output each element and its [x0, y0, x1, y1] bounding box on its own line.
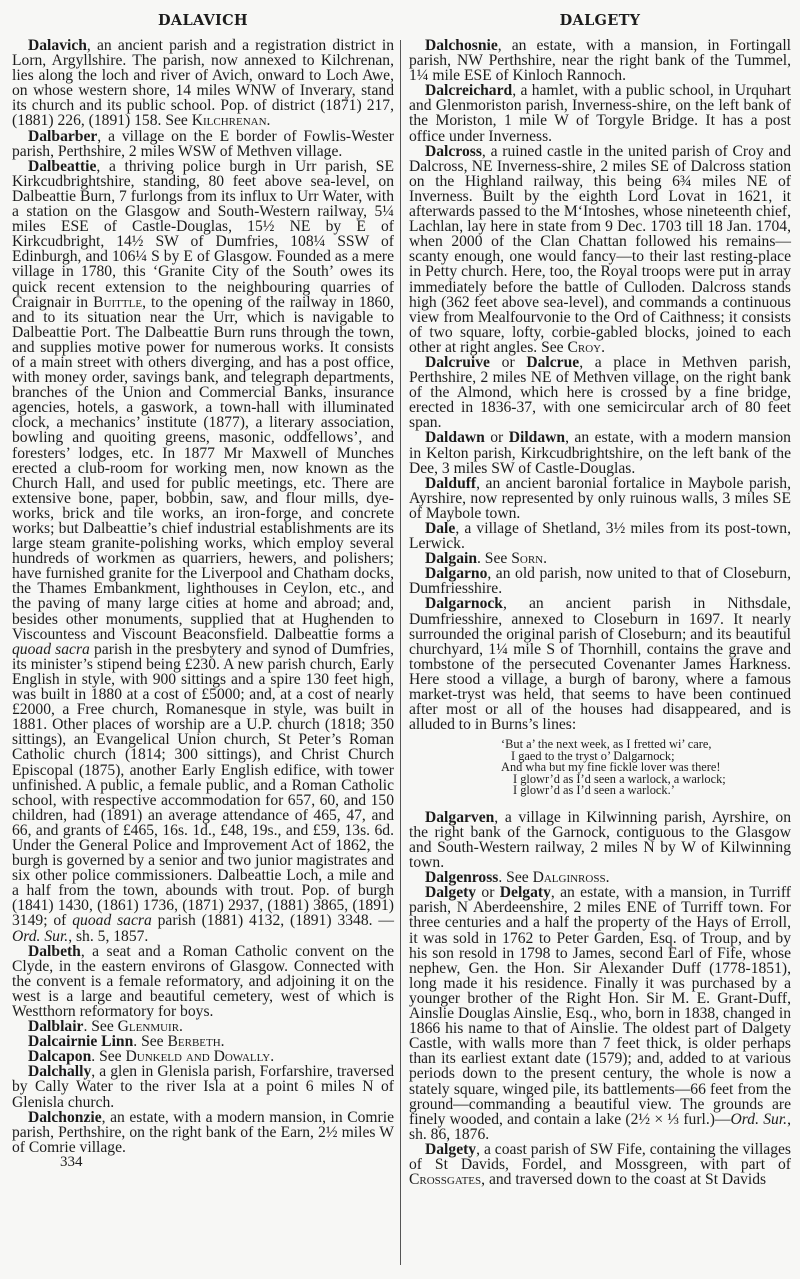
column-divider: [400, 40, 401, 1265]
cross-reference: Buittle: [93, 293, 143, 311]
entry-dalcross: Dalcross, a ruined castle in the united parish of Croy and Dalcross, NE Inverness-shire, 2 miles SE of Dalcross station on the Highland railway, this being 6¾ miles NE of Inverness. Built by the eighth Lord Lovat in 1621, it afterwards passed to the M‘Intoshes, whose nineteenth chief, Lachlan, lay here in state from 9 Dec. 1703 till 18 Jan. 1704, when 2000 of the Clan Chattan followed his remains—scanty enough, one would fancy—to their last resting-place in Petty church. Here, too, the Royal troops were put in array immediately before the battle of Culloden. Dalcross stands high (362 feet above sea-level), and commands a continuous view from Mealfourvonie to the Ord of Caithness; it consists of two square, lofty, corbie-gabled blocks, joined to each other at right angles. See Croy.: [409, 142, 791, 356]
entry-dalchally: Dalchally, a glen in Glenisla parish, Forfarshire, traversed by Cally Water to the river Isla at a point 6 miles N of Glenisla church.: [12, 1063, 394, 1111]
headword: Dalchosnie: [425, 37, 498, 54]
entry-dalavich: Dalavich, an ancient parish and a registration district in Lorn, Argyllshire. The parish, now annexed to Kilchrenan, lies along the loch and river of Avich, onward to Loch Awe, on whose western shore, 14 miles WNW of Inverary, stand its church and its public school. Pop. of district (1871) 217, (1881) 226, (1891) 158. See Kilchrenan.: [12, 37, 394, 130]
headword: Dalgarnock: [425, 595, 503, 613]
entry-dale: Dale, a village of Shetland, 3½ miles from its post-town, Lerwick.: [409, 520, 791, 553]
entry-dalcapon: Dalcapon. See Dunkeld and Dowally.: [28, 1048, 275, 1066]
headword: Dalgarno: [425, 565, 488, 583]
entry-dalchosnie: Dalchosnie, an estate, with a mansion, in Fortingall parish, NW Perthshire, near the right bank of the Tummel, 1¼ mile ESE of Kinloch Rannoch.: [409, 37, 791, 85]
headword: Dalcruive: [425, 353, 490, 371]
entry-dalgarven: Dalgarven, a village in Kilwinning parish, Ayrshire, on the right bank of the Garnock, contiguous to the Glasgow and South-Western railway, 2 miles N by W of Kilwinning town.: [409, 808, 791, 872]
running-head-left: DALAVICH: [158, 12, 248, 29]
headword: Dalbarber: [28, 127, 98, 145]
headword: Dalavich: [28, 37, 87, 54]
poem-line: And wha but my fine fickle lover was there!: [501, 760, 721, 775]
right-column: [409, 0, 791, 1187]
entry-dalbarber: Dalbarber, a village on the E border of Fowlis-Wester parish, Perthshire, 2 miles WSW of Methven village.: [12, 127, 394, 160]
entry-dalblair: Dalblair. See Glenmuir.: [28, 1018, 183, 1036]
headword: Dale: [425, 520, 456, 537]
headword: Dalcross: [425, 142, 482, 160]
entry-dalbeth: Dalbeth, a seat and a Roman Catholic convent on the Clyde, in the eastern environs of Glasgow. Connected with the convent is a female reformatory, and adjoining it on the west is a large and beautiful cemetery, west of which is Westthorn reformatory for boys.: [12, 942, 394, 1020]
headword-alt: Dildawn: [508, 429, 566, 447]
burns-quotation: [501, 739, 791, 797]
cross-reference: Crossgates: [409, 1171, 482, 1189]
headword: Dalbeth: [28, 942, 81, 960]
entry-dalgarno: Dalgarno, an old parish, now united to that of Closeburn, Dumfriesshire.: [409, 565, 791, 598]
entry-dalcreichard: Dalcreichard, a hamlet, with a public school, in Urquhart and Glenmoriston parish, Inverness-shire, on the left bank of the Moriston, 1 mile W of Torgyle Bridge. It has a post office under Inverness.: [409, 82, 791, 145]
headword: Dalchally: [28, 1063, 92, 1081]
entry-dalcruive: Dalcruive or Dalcrue, a place in Methven parish, Perthshire, 2 miles NE of Methven village, on the right bank of the Almond, which here is crossed by a fine bridge, erected in 1836-37, with one semicircular arch of 80 feet span.: [409, 353, 791, 432]
cross-reference: Dalginross: [532, 869, 606, 887]
cross-reference: Glenmuir: [117, 1018, 180, 1036]
entry-dalduff: Dalduff, an ancient baronial fortalice in Maybole parish, Ayrshire, now represented by only ruinous walls, 3 miles SE of Maybole town.: [409, 474, 791, 522]
headword: Dalgety: [425, 1140, 477, 1158]
headword: Dalchonzie: [28, 1108, 102, 1126]
headword: Dalgain: [425, 550, 477, 568]
poem-line: ‘But a’ the next week, as I fretted wi’ care,: [501, 737, 712, 752]
cross-reference: Dunkeld and Dowally: [125, 1048, 271, 1066]
entry-daldawn: Daldawn or Dildawn, an estate, with a modern mansion in Kelton parish, Kirkcudbrightshire, on the left bank of the Dee, 3 miles SW of Castle-Douglas.: [409, 429, 791, 477]
headword: Dalblair: [28, 1018, 84, 1036]
poem-line: I gaed to the tryst o’ Dalgarnock;: [511, 748, 675, 763]
headword: Dalbeattie: [28, 157, 97, 175]
poem-line: I glowr’d as I’d seen a warlock, a warlock;: [513, 771, 726, 786]
cross-reference: Berbeth: [167, 1033, 221, 1051]
headword: Dalcairnie Linn: [28, 1033, 134, 1051]
headword: Dalgenross: [425, 869, 499, 887]
entry-dalgety-parish: Dalgety, a coast parish of SW Fife, containing the villages of St Davids, Fordel, and Mossgreen, with part of Crossgates, and traversed down to the coast at St Davids: [409, 1140, 791, 1189]
cross-reference: Kilchrenan: [191, 112, 267, 130]
cross-reference: Sorn: [511, 550, 544, 568]
entry-dalbeattie: Dalbeattie, a thriving police burgh in Urr parish, SE Kirkcudbrightshire, standing, 80 feet above sea-level, on Dalbeattie Burn, 7 furlongs from its influx to Urr Water, with a station on the Glasgow and South-Western railway, 5¼ miles ESE of Castle-Douglas, 15½ NE by E of Kirkcudbright, 14½ SW of Dumfries, 108¼ SSW of Edinburgh, and 106¼ S by E of Glasgow. Founded as a mere village in 1780, this ‘Granite City of the South’ owes its quick recent extension to the neighbouring quarries of Craignair in Buittle, to the opening of the railway in 1860, and to its situation near the Urr, which is navigable to Dalbeattie Port. The Dalbeattie Burn runs through the town, and supplies motive power for numerous works. It consists of a main street with others diverging, and has a post office, with money order, savings bank, and telegraph departments, branches of the Union and Commercial Banks, insurance agencies, hotels, a gaswork, a town-hall with illuminated clock, a mechanics’ institute (1877), a literary association, bowling and quoiting greens, masonic, oddfellows’, and foresters’ lodges, etc. In 1877 Mr Maxwell of Munches erected a club-room for working men, now known as the Church Hall, and used for public meetings, etc. There are extensive bone, paper, bobbin, saw, and flour mills, dye-works, brick and tile works, an iron-forge, and concrete works; but Dalbeattie’s chief industrial establishments are its large steam granite-polishing works, which employ several hundreds of workmen as quarriers, hewers, and polishers; have furnished granite for the Liverpool and Chatham docks, the Thames Embankment, lighthouses in Ceylon, etc., and the paving of many large cities at home and abroad; and, besides other monuments, supplied that at Hughenden to Viscountess and Viscount Beaconsfield. Dalbeattie forms a quoad sacra parish in the presbytery and synod of Dumfries, its minister’s stipend being £230. A new parish church, Early English in style, with 900 sittings and a spire 130 feet high, was built in 1880 at a cost of £5000; and, at a cost of nearly £2000, a Free church, Romanesque in style, was built in 1881. Other places of worship are a U.P. church (1818; 350 sittings), an Evangelical Union church, St Peter’s Roman Catholic church (1814; 300 sittings), and Christ Church Episcopal (1875), another Early English edifice, with tower unfinished. A public, a female public, and a Roman Catholic school, with respective accommodation for 657, 60, and 150 children, had (1891) an average attendance of 465, 47, and 66, and grants of £465, 16s. 1d., £48, 19s., and £59, 13s. 6d. Under the General Police and Improvement Act of 1862, the burgh is governed by a senior and two junior magistrates and six other police commissioners. Dalbeattie Loch, a mile and a half from the town, abounds with trout. Pop. of burgh (1841) 1430, (1861) 1736, (1871) 2937, (1881) 3865, (1891) 3149; of quoad sacra parish (1881) 4132, (1891) 3348. —Ord. Sur., sh. 5, 1857.: [12, 157, 394, 945]
headword: Dalcapon: [28, 1048, 92, 1066]
left-column: [12, 0, 394, 1170]
poem-line: I glowr’d as I’d seen a warlock.’: [513, 783, 675, 798]
entry-dalgarnock: Dalgarnock, an ancient parish in Nithsdale, Dumfriesshire, annexed to Closeburn in 1697. It nearly surrounded the original parish of Closeburn; and its beautiful churchyard, 1¼ mile S of Thornhill, contains the grave and tombstone of the persecuted Covenanter James Harkness. Here stood a village, a burgh of barony, where a famous market-tryst was held, that seems to have been continued after most or all of the houses had disappeared, and is alluded to in Burns’s lines:: [409, 595, 791, 734]
headword: Daldawn: [425, 429, 485, 447]
entry-dalgenross: Dalgenross. See Dalginross.: [425, 869, 610, 887]
headword-alt: Dalcrue: [526, 353, 580, 371]
headword-alt: Delgaty: [499, 884, 551, 902]
headword: Dalgety: [425, 884, 477, 902]
headword: Dalduff: [425, 474, 477, 492]
headword: Dalgarven: [425, 808, 495, 826]
entry-dalchonzie: Dalchonzie, an estate, with a modern mansion, in Comrie parish, Perthshire, on the right bank of the Earn, 2½ miles W of Comrie village.: [12, 1108, 394, 1156]
headword: Dalcreichard: [425, 82, 513, 100]
entry-dalgain: Dalgain. See Sorn.: [425, 550, 548, 568]
entry-dalgety-estate: Dalgety or Delgaty, an estate, with a mansion, in Turriff parish, N Aberdeenshire, 2 miles ENE of Turriff town. For three centuries and a half the property of the Hays of Erroll, it was sold in 1762 to Peter Garden, Esq. of Troup, and by his son resold in 1798 to James, second Earl of Fife, whose nephew, Gen. the Hon. Sir Alexander Duff (1778-1851), long made it his residence. Finally it was purchased by a younger brother of the Right Hon. Sir M. E. Grant-Duff, Ainslie Douglas Ainslie, Esq., who, born in 1838, changed in 1866 his name to that of Ainslie. The oldest part of Dalgety Castle, with walls more than 7 feet thick, is older perhaps than its earliest extant date (1579); and, added to at various periods down to the present century, the whole is now a stately square, winged pile, its battlements—66 feet from the ground—commanding a beautiful view. The grounds are finely wooded, and contain a lake (2½ × ⅓ furl.)—Ord. Sur., sh. 86, 1876.: [409, 884, 792, 1143]
entry-dalcairnie-linn: Dalcairnie Linn. See Berbeth.: [28, 1033, 225, 1051]
page-number: 334: [60, 1153, 83, 1170]
cross-reference: Croy: [567, 338, 602, 356]
running-head-right: DALGETY: [559, 12, 641, 29]
